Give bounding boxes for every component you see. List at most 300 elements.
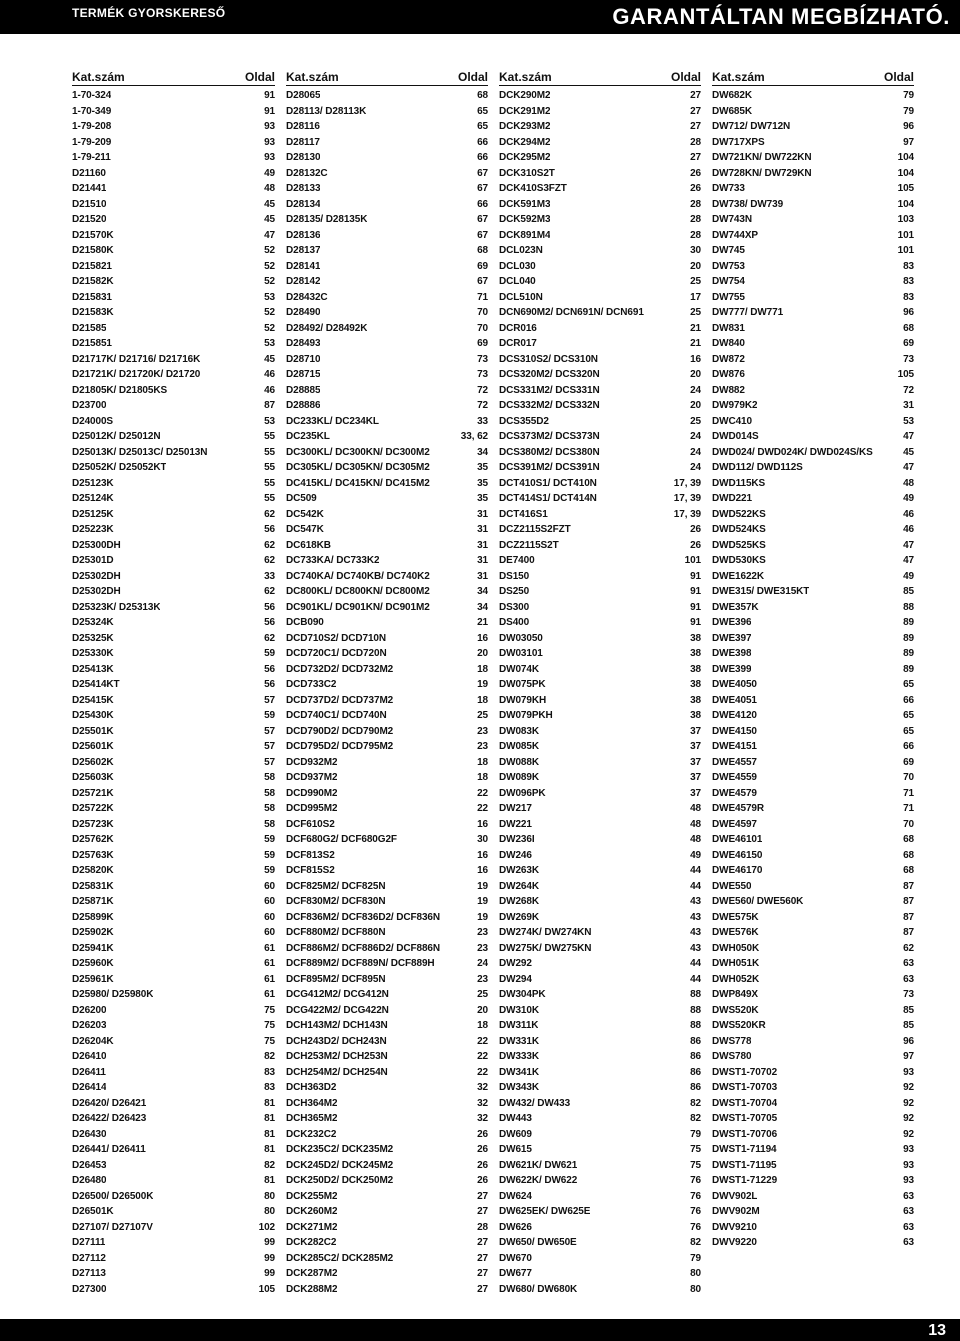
catalog-number: DWD530KS: [712, 555, 766, 566]
index-entry: [499, 135, 701, 151]
index-entry: [72, 1111, 275, 1127]
catalog-number: DWST1-70702: [712, 1066, 778, 1078]
index-entry: [72, 786, 275, 802]
index-entry: [712, 88, 914, 104]
catalog-number: DWE397: [712, 632, 752, 644]
index-entry: [72, 1096, 275, 1112]
index-entry: [712, 1003, 914, 1019]
catalog-number: D25414KT: [72, 679, 120, 690]
page-ref: 31: [477, 539, 488, 551]
catalog-number: D25300DH: [72, 539, 121, 551]
page-ref: 66: [903, 694, 914, 706]
page-ref: 65: [903, 725, 914, 737]
index-entry: [286, 1266, 488, 1282]
catalog-number: D26420/ D26421: [72, 1097, 147, 1109]
page-ref: 45: [264, 353, 275, 365]
catalog-number: D28116: [286, 121, 320, 132]
index-entry: [286, 305, 488, 321]
page-ref: 101: [684, 555, 701, 566]
catalog-number: DW03101: [499, 648, 543, 659]
index-entry: [712, 786, 914, 802]
page-ref: 31: [903, 400, 914, 411]
catalog-number: DW615: [499, 1144, 532, 1155]
catalog-number: D28137: [286, 245, 321, 256]
catalog-number: D28886: [286, 400, 321, 411]
catalog-number: 1-70-349: [72, 105, 112, 117]
catalog-number: DW432/ DW433: [499, 1097, 571, 1109]
catalog-number: DWE4579R: [712, 803, 764, 814]
catalog-number: D25961K: [72, 973, 114, 985]
catalog-number: D25871K: [72, 896, 114, 907]
index-entry: [286, 553, 488, 569]
page-ref: 89: [903, 632, 914, 644]
page-ref: 53: [264, 415, 275, 427]
page-ref: 89: [903, 648, 914, 659]
page-ref: 25: [477, 710, 488, 721]
index-entry: [712, 212, 914, 228]
catalog-number: DCH253M2/ DCH253N: [286, 1051, 388, 1062]
index-entry: [72, 522, 275, 538]
catalog-number: DW264K: [499, 880, 539, 892]
page-ref: 53: [264, 338, 275, 349]
index-entry: [712, 600, 914, 616]
page-ref: 53: [264, 291, 275, 303]
page-ref: 55: [264, 477, 275, 489]
index-entry: [72, 398, 275, 414]
index-entry: [712, 104, 914, 120]
page-ref: 87: [264, 400, 275, 411]
index-entry: [286, 832, 488, 848]
catalog-number: D25602K: [72, 756, 114, 768]
catalog-number: DW622K/ DW622: [499, 1175, 578, 1186]
index-entry: [286, 941, 488, 957]
page-ref: 56: [264, 663, 275, 675]
index-entry: [286, 460, 488, 476]
index-entry: [499, 724, 701, 740]
catalog-number: DWD014S: [712, 431, 759, 442]
catalog-number: D25324K: [72, 617, 114, 628]
catalog-number: DC509: [286, 493, 317, 504]
index-entry: [72, 615, 275, 631]
catalog-number: DW089K: [499, 772, 539, 783]
index-entry: [499, 1142, 701, 1158]
page-ref: 67: [477, 167, 488, 179]
kat-header: Kat.szám: [712, 70, 765, 84]
index-entry: [286, 212, 488, 228]
catalog-number: DCR017: [499, 338, 537, 349]
index-entry: [286, 1142, 488, 1158]
page-ref: 20: [690, 260, 701, 272]
page-ref: 49: [903, 570, 914, 582]
catalog-number: DWST1-70706: [712, 1128, 778, 1140]
index-entry: [72, 538, 275, 554]
page-ref: 66: [477, 152, 488, 163]
catalog-number: DW275K/ DW275KN: [499, 942, 592, 954]
page-ref: 61: [264, 942, 275, 954]
page-ref: 92: [903, 1097, 914, 1109]
index-entry: [286, 724, 488, 740]
catalog-number: DW745: [712, 245, 745, 256]
index-entry: [712, 181, 914, 197]
catalog-number: D21805K/ D21805KS: [72, 384, 168, 396]
page-ref: 52: [264, 245, 275, 256]
catalog-number: DCK255M2: [286, 1190, 338, 1202]
page-ref: 69: [903, 756, 914, 768]
page-ref: 58: [264, 787, 275, 799]
index-entry: [72, 228, 275, 244]
index-entry: [72, 1173, 275, 1189]
page-ref: 96: [903, 121, 914, 132]
index-entry: [72, 724, 275, 740]
catalog-number: DWP849X: [712, 989, 758, 1000]
page-ref: 17, 39: [673, 477, 701, 489]
page-ref: 105: [897, 369, 914, 380]
catalog-number: DCN690M2/ DCN691N/ DCN691: [499, 307, 644, 318]
catalog-number: DCZ2115S2FZT: [499, 524, 571, 535]
index-entry: [286, 1080, 488, 1096]
catalog-number: D25323K/ D25313K: [72, 601, 161, 613]
catalog-number: DCK891M4: [499, 229, 551, 241]
catalog-number: D23700: [72, 400, 107, 411]
catalog-number: D25301D: [72, 555, 114, 566]
page-ref: 58: [264, 772, 275, 783]
catalog-number: DCG412M2/ DCG412N: [286, 989, 389, 1000]
catalog-number: DW650/ DW650E: [499, 1237, 577, 1248]
index-entry: [286, 584, 488, 600]
catalog-number: DW088K: [499, 756, 539, 768]
index-entry: [72, 1127, 275, 1143]
page-ref: 104: [897, 198, 914, 210]
index-entry: [499, 476, 701, 492]
catalog-number: D25722K: [72, 803, 114, 814]
index-entry: [72, 1049, 275, 1065]
catalog-number: DCF889M2/ DCF889N/ DCF889H: [286, 958, 435, 969]
index-list: [286, 88, 488, 1297]
catalog-number: DWE4120: [712, 710, 757, 721]
page-ref: 93: [903, 1066, 914, 1078]
index-entry: [286, 88, 488, 104]
catalog-number: DWV9220: [712, 1237, 757, 1248]
index-entry: [72, 987, 275, 1003]
catalog-number: DCD937M2: [286, 772, 338, 783]
page-ref: 24: [690, 431, 701, 442]
index-entry: [499, 1127, 701, 1143]
page-ref: 25: [690, 307, 701, 318]
catalog-number: DCK293M2: [499, 121, 551, 132]
page-ref: 59: [264, 648, 275, 659]
page-ref: 67: [477, 214, 488, 225]
index-entry: [499, 445, 701, 461]
index-entry: [286, 1220, 488, 1236]
index-entry: [72, 925, 275, 941]
page-ref: 46: [264, 384, 275, 396]
index-entry: [712, 553, 914, 569]
catalog-number: DCK232C2: [286, 1128, 337, 1140]
page-ref: 16: [690, 353, 701, 365]
index-entry: [72, 646, 275, 662]
catalog-number: D25960K: [72, 958, 114, 969]
index-entry: [499, 739, 701, 755]
catalog-number: D28136: [286, 229, 321, 241]
index-entry: [712, 646, 914, 662]
page-ref: 105: [258, 1283, 275, 1295]
catalog-number: D25501K: [72, 725, 114, 737]
index-entry: [286, 894, 488, 910]
page-ref: 30: [477, 834, 488, 845]
catalog-number: DW079PKH: [499, 710, 553, 721]
page-ref: 104: [897, 152, 914, 163]
index-entry: [286, 848, 488, 864]
index-entry: [72, 600, 275, 616]
index-entry: [286, 863, 488, 879]
index-entry: [72, 104, 275, 120]
catalog-number: D26501K: [72, 1206, 114, 1217]
page-ref: 101: [897, 229, 914, 241]
index-entry: [499, 848, 701, 864]
page-ref: 62: [264, 508, 275, 520]
catalog-number: DW743N: [712, 214, 752, 225]
catalog-number: DWE4050: [712, 679, 757, 690]
catalog-number: DCL023N: [499, 245, 543, 256]
index-entry: [499, 1235, 701, 1251]
catalog-number: DC740KA/ DC740KB/ DC740K2: [286, 570, 430, 582]
index-entry: [72, 584, 275, 600]
page-ref: 33: [264, 570, 275, 582]
catalog-number: DS400: [499, 617, 530, 628]
index-entry: [72, 1065, 275, 1081]
page-ref: 81: [264, 1113, 275, 1124]
catalog-number: DCD932M2: [286, 756, 338, 768]
page-ref: 68: [477, 90, 488, 101]
catalog-number: D25820K: [72, 865, 114, 876]
catalog-number: D25124K: [72, 493, 114, 504]
page-ref: 49: [903, 493, 914, 504]
catalog-number: DW074K: [499, 663, 539, 675]
catalog-number: D25763K: [72, 849, 114, 861]
page-ref: 104: [897, 167, 914, 179]
page-ref: 69: [903, 338, 914, 349]
index-entry: [286, 708, 488, 724]
page-ref: 38: [690, 632, 701, 644]
catalog-number: DCR016: [499, 322, 537, 334]
page-ref: 16: [477, 632, 488, 644]
page-ref: 20: [477, 648, 488, 659]
page-ref: 93: [903, 1159, 914, 1171]
index-entry: [286, 398, 488, 414]
index-entry: [712, 832, 914, 848]
catalog-number: DCK287M2: [286, 1268, 338, 1279]
catalog-number: DCL030: [499, 260, 536, 272]
page-ref: 59: [264, 710, 275, 721]
index-entry: [286, 693, 488, 709]
index-entry: [286, 1065, 488, 1081]
oldal-header: Oldal: [244, 70, 275, 84]
index-entry: [499, 584, 701, 600]
page-ref: 27: [690, 105, 701, 117]
index-entry: [286, 770, 488, 786]
index-entry: [712, 941, 914, 957]
index-entry: [499, 770, 701, 786]
index-entry: [712, 336, 914, 352]
catalog-number: D28133: [286, 183, 321, 194]
index-entry: [499, 569, 701, 585]
catalog-number: DCK291M2: [499, 105, 551, 117]
index-entry: [499, 507, 701, 523]
page-ref: 35: [477, 462, 488, 473]
page-ref: 62: [264, 539, 275, 551]
page-ref: 63: [903, 1190, 914, 1202]
catalog-number: DW755: [712, 291, 745, 303]
index-entry: [499, 956, 701, 972]
catalog-number: DW079KH: [499, 694, 547, 706]
catalog-number: DW728KN/ DW729KN: [712, 167, 812, 179]
catalog-number: D25721K: [72, 787, 114, 799]
page-ref: 38: [690, 663, 701, 675]
catalog-number: DCD733C2: [286, 679, 337, 690]
index-entry: [72, 1034, 275, 1050]
catalog-number: D28135/ D28135K: [286, 214, 368, 225]
index-entry: [72, 770, 275, 786]
index-list: [72, 88, 275, 1297]
index-entry: [499, 1204, 701, 1220]
index-entry: [72, 739, 275, 755]
page-ref: 73: [477, 369, 488, 380]
catalog-number: DWE4151: [712, 741, 757, 752]
page-ref: 17, 39: [673, 493, 701, 504]
page-ref: 88: [690, 1004, 701, 1016]
page-ref: 16: [477, 818, 488, 830]
index-entry: [499, 832, 701, 848]
index-entry: [72, 956, 275, 972]
index-entry: [499, 910, 701, 926]
catalog-number: DWD524KS: [712, 524, 766, 535]
page-ref: 26: [690, 524, 701, 535]
catalog-number: D21582K: [72, 276, 114, 287]
catalog-number: DCD737D2/ DCD737M2: [286, 694, 394, 706]
page-ref: 87: [903, 911, 914, 923]
index-entry: [286, 522, 488, 538]
page-ref: 18: [477, 772, 488, 783]
catalog-number: DW677: [499, 1268, 532, 1279]
index-entry: [286, 507, 488, 523]
index-entry: [499, 1173, 701, 1189]
page-ref: 43: [690, 927, 701, 938]
column-header: [499, 70, 701, 86]
page-ref: 86: [690, 1035, 701, 1047]
catalog-number: DW075PK: [499, 679, 546, 690]
index-entry: [499, 398, 701, 414]
index-entry: [712, 476, 914, 492]
page-ref: 70: [903, 772, 914, 783]
index-entry: [286, 166, 488, 182]
index-entry: [712, 1142, 914, 1158]
index-entry: [72, 243, 275, 259]
index-entry: [72, 832, 275, 848]
catalog-number: DW269K: [499, 911, 539, 923]
catalog-number: D28117: [286, 136, 320, 148]
page-ref: 76: [690, 1206, 701, 1217]
page-ref: 23: [477, 741, 488, 752]
catalog-number: D28141: [286, 260, 321, 272]
catalog-number: D25052K/ D25052KT: [72, 462, 167, 473]
index-entry: [286, 1235, 488, 1251]
index-entry: [712, 615, 914, 631]
page-ref: 63: [903, 1206, 914, 1217]
index-entry: [499, 1065, 701, 1081]
catalog-number: DCL040: [499, 276, 536, 287]
catalog-number: DCF610S2: [286, 818, 335, 830]
catalog-number: DWE4150: [712, 725, 757, 737]
catalog-number: D25899K: [72, 911, 114, 923]
catalog-number: D25762K: [72, 834, 114, 845]
catalog-number: DW621K/ DW621: [499, 1159, 578, 1171]
bottom-banner: [0, 1319, 960, 1341]
index-entry: [286, 367, 488, 383]
page-ref: 91: [690, 601, 701, 613]
index-entry: [72, 1158, 275, 1174]
index-entry: [72, 429, 275, 445]
page-ref: 82: [690, 1113, 701, 1124]
catalog-number: DS150: [499, 570, 530, 582]
catalog-number: DWH051K: [712, 958, 760, 969]
index-entry: [712, 1080, 914, 1096]
catalog-number: DW083K: [499, 725, 539, 737]
catalog-number: DCF680G2/ DCF680G2F: [286, 834, 397, 845]
index-entry: [286, 259, 488, 275]
page-ref: 69: [477, 338, 488, 349]
page-ref: 56: [264, 601, 275, 613]
index-entry: [72, 879, 275, 895]
column-header: [712, 70, 914, 86]
catalog-number: DWV902M: [712, 1206, 760, 1217]
catalog-number: D25430K: [72, 710, 114, 721]
page-ref: 88: [903, 601, 914, 613]
page-ref: 62: [264, 555, 275, 566]
page-ref: 66: [903, 741, 914, 752]
index-entry: [499, 228, 701, 244]
index-column-1: [72, 70, 275, 1297]
index-column-3: [499, 70, 701, 1297]
page-ref: 79: [903, 90, 914, 101]
catalog-number: D25723K: [72, 818, 114, 830]
page-ref: 57: [264, 725, 275, 737]
catalog-number: 1-79-209: [72, 136, 112, 148]
page-ref: 99: [264, 1237, 275, 1248]
page-ref: 99: [264, 1252, 275, 1264]
index-entry: [712, 290, 914, 306]
catalog-number: D26203: [72, 1020, 107, 1031]
page-ref: 28: [690, 214, 701, 225]
catalog-number: DWD525KS: [712, 539, 766, 551]
catalog-number: DW274K/ DW274KN: [499, 927, 592, 938]
index-entry: [712, 1204, 914, 1220]
catalog-number: D25941K: [72, 942, 114, 954]
page-ref: 31: [477, 570, 488, 582]
catalog-number: DWV902L: [712, 1190, 758, 1202]
catalog-number: DWD221: [712, 493, 752, 504]
index-entry: [286, 445, 488, 461]
index-entry: [72, 1204, 275, 1220]
catalog-number: D26204K: [72, 1035, 114, 1047]
page-ref: 46: [264, 369, 275, 380]
index-entry: [712, 693, 914, 709]
index-entry: [712, 1220, 914, 1236]
page-ref: 65: [477, 121, 488, 132]
page-ref: 30: [690, 245, 701, 256]
index-entry: [72, 414, 275, 430]
page-ref: 48: [690, 818, 701, 830]
catalog-number: DCS331M2/ DCS331N: [499, 384, 600, 396]
